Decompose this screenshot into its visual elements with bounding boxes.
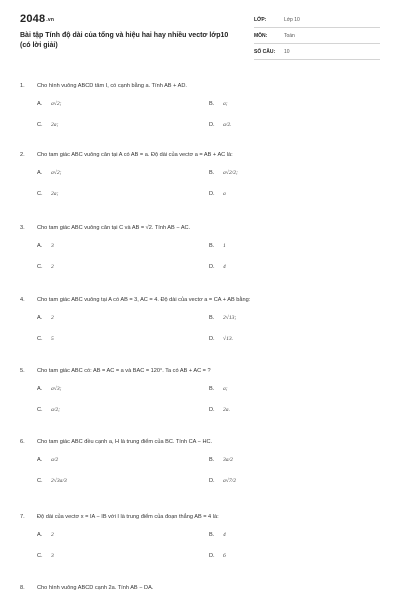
option-letter: C. bbox=[37, 407, 43, 413]
option-c[interactable] bbox=[37, 263, 209, 271]
option-text: 4 bbox=[223, 264, 226, 270]
option-c[interactable] bbox=[37, 335, 209, 343]
question-number: 8. bbox=[20, 585, 25, 591]
option-text: 2a; bbox=[51, 191, 59, 197]
document-title: Bài tập Tính độ dài của tổng và hiệu hai hay nhiều vectơ lớp10 (có lời giải) bbox=[20, 32, 229, 49]
question-4 bbox=[20, 296, 380, 343]
option-letter: D. bbox=[209, 264, 215, 270]
option-text: 4 bbox=[223, 532, 226, 538]
meta-row-class bbox=[254, 12, 380, 28]
option-text: 5 bbox=[51, 336, 54, 342]
question-number: 5. bbox=[20, 368, 25, 374]
option-letter: D. bbox=[209, 407, 215, 413]
option-b[interactable] bbox=[209, 100, 381, 108]
question-text: Cho tam giác ABC vuông cân tại A có AB = a. Độ dài của vectơ a = AB + AC là: bbox=[37, 152, 233, 158]
question-2 bbox=[20, 151, 380, 198]
option-b[interactable] bbox=[209, 456, 381, 464]
question-number: 4. bbox=[20, 297, 25, 303]
option-text: 6 bbox=[223, 553, 226, 559]
question-text: Cho tam giác ABC vuông tại A có AB = 3, AC = 4. Độ dài của vectơ a = CA + AB bằng: bbox=[37, 297, 251, 303]
option-d[interactable] bbox=[209, 335, 381, 343]
option-d[interactable] bbox=[209, 552, 381, 560]
question-3 bbox=[20, 224, 380, 271]
option-letter: B. bbox=[209, 315, 215, 321]
option-letter: A. bbox=[37, 315, 43, 321]
option-letter: C. bbox=[37, 191, 43, 197]
option-letter: D. bbox=[209, 336, 215, 342]
option-c[interactable] bbox=[37, 477, 209, 485]
question-number: 7. bbox=[20, 514, 25, 520]
question-text: Độ dài của vectơ x = IA − IB với I là trung điểm của đoạn thẳng AB = 4 là: bbox=[37, 514, 219, 520]
option-letter: C. bbox=[37, 122, 43, 128]
option-letter: D. bbox=[209, 191, 215, 197]
meta-row-count bbox=[254, 44, 380, 60]
option-letter: C. bbox=[37, 336, 43, 342]
option-a[interactable] bbox=[37, 314, 209, 322]
option-d[interactable] bbox=[209, 263, 381, 271]
option-text: a√2/2; bbox=[223, 170, 238, 176]
question-7 bbox=[20, 513, 380, 560]
option-text: 2 bbox=[51, 264, 54, 270]
question-text: Cho hình vuông ABCD tâm I, có cạnh bằng a. Tính AB + AD. bbox=[37, 83, 187, 89]
option-d[interactable] bbox=[209, 406, 381, 414]
site-logo[interactable] bbox=[20, 13, 54, 25]
option-text: 3a/2 bbox=[223, 457, 233, 463]
option-text: 2 bbox=[51, 315, 54, 321]
question-1 bbox=[20, 82, 380, 129]
option-a[interactable] bbox=[37, 169, 209, 177]
logo-suffix: .vn bbox=[46, 17, 55, 23]
header bbox=[0, 0, 400, 62]
option-b[interactable] bbox=[209, 242, 381, 250]
question-text: Cho tam giác ABC đều cạnh a, H là trung điểm của BC. Tính CA − HC. bbox=[37, 439, 213, 445]
option-letter: A. bbox=[37, 243, 43, 249]
option-letter: B. bbox=[209, 170, 215, 176]
option-letter: B. bbox=[209, 532, 215, 538]
option-d[interactable] bbox=[209, 477, 381, 485]
meta-label: LỚP: bbox=[254, 16, 267, 23]
meta-value: Lớp 10 bbox=[284, 16, 300, 23]
option-b[interactable] bbox=[209, 385, 381, 393]
option-text: a; bbox=[223, 101, 228, 107]
option-text: a/2 bbox=[51, 457, 59, 463]
option-text: 1 bbox=[223, 243, 226, 249]
option-c[interactable] bbox=[37, 552, 209, 560]
meta-value: 10 bbox=[284, 48, 290, 55]
logo-text: 2048 bbox=[20, 13, 46, 25]
option-c[interactable] bbox=[37, 121, 209, 129]
option-text: 2a; bbox=[51, 122, 59, 128]
option-letter: D. bbox=[209, 122, 215, 128]
option-a[interactable] bbox=[37, 242, 209, 250]
question-6 bbox=[20, 438, 380, 485]
option-text: 2 bbox=[51, 532, 54, 538]
option-text: a√2; bbox=[51, 101, 62, 107]
option-a[interactable] bbox=[37, 100, 209, 108]
option-text: 3 bbox=[51, 243, 54, 249]
question-number: 1. bbox=[20, 83, 25, 89]
option-b[interactable] bbox=[209, 531, 381, 539]
option-c[interactable] bbox=[37, 406, 209, 414]
question-text: Cho tam giác ABC có: AB = AC = a và BAC = 120°. Ta có AB + AC = ? bbox=[37, 368, 211, 374]
option-letter: B. bbox=[209, 101, 215, 107]
question-number: 3. bbox=[20, 225, 25, 231]
question-number: 6. bbox=[20, 439, 25, 445]
meta-row-subject bbox=[254, 28, 380, 44]
option-a[interactable] bbox=[37, 531, 209, 539]
option-c[interactable] bbox=[37, 190, 209, 198]
option-b[interactable] bbox=[209, 314, 381, 322]
option-letter: B. bbox=[209, 243, 215, 249]
question-number: 2. bbox=[20, 152, 25, 158]
option-text: 2√13; bbox=[223, 315, 237, 321]
meta-label: SỐ CÂU: bbox=[254, 48, 276, 55]
option-text: a/2. bbox=[223, 122, 232, 128]
option-text: a/2; bbox=[51, 407, 61, 413]
option-text: a; bbox=[223, 386, 228, 392]
option-a[interactable] bbox=[37, 385, 209, 393]
option-text: 2a. bbox=[223, 407, 230, 413]
option-text: a√3; bbox=[51, 386, 62, 392]
option-b[interactable] bbox=[209, 169, 381, 177]
option-text: a√2; bbox=[51, 170, 62, 176]
option-d[interactable] bbox=[209, 190, 381, 198]
option-a[interactable] bbox=[37, 456, 209, 464]
option-text: a√7/2 bbox=[223, 478, 237, 484]
option-text: 2√3a/3 bbox=[51, 478, 67, 484]
question-text: Cho tam giác ABC vuông cân tại C và AB = √2. Tính AB − AC. bbox=[37, 225, 191, 231]
option-letter: B. bbox=[209, 457, 215, 463]
question-text: Cho hình vuông ABCD cạnh 2a. Tính AB − DA. bbox=[37, 585, 154, 591]
option-letter: D. bbox=[209, 553, 215, 559]
option-letter: A. bbox=[37, 101, 43, 107]
option-d[interactable] bbox=[209, 121, 381, 129]
option-text: a bbox=[223, 191, 226, 197]
option-letter: C. bbox=[37, 478, 43, 484]
meta-label: MÔN: bbox=[254, 32, 268, 39]
option-letter: A. bbox=[37, 386, 43, 392]
meta-value: Toán bbox=[284, 32, 295, 39]
option-letter: A. bbox=[37, 170, 43, 176]
question-5 bbox=[20, 367, 380, 414]
option-letter: A. bbox=[37, 457, 43, 463]
option-letter: C. bbox=[37, 264, 43, 270]
option-letter: B. bbox=[209, 386, 215, 392]
option-text: √13. bbox=[223, 336, 234, 342]
option-letter: D. bbox=[209, 478, 215, 484]
meta-table bbox=[254, 12, 380, 60]
option-letter: A. bbox=[37, 532, 43, 538]
option-letter: C. bbox=[37, 553, 43, 559]
option-text: 3 bbox=[51, 553, 54, 559]
question-8 bbox=[20, 584, 380, 592]
